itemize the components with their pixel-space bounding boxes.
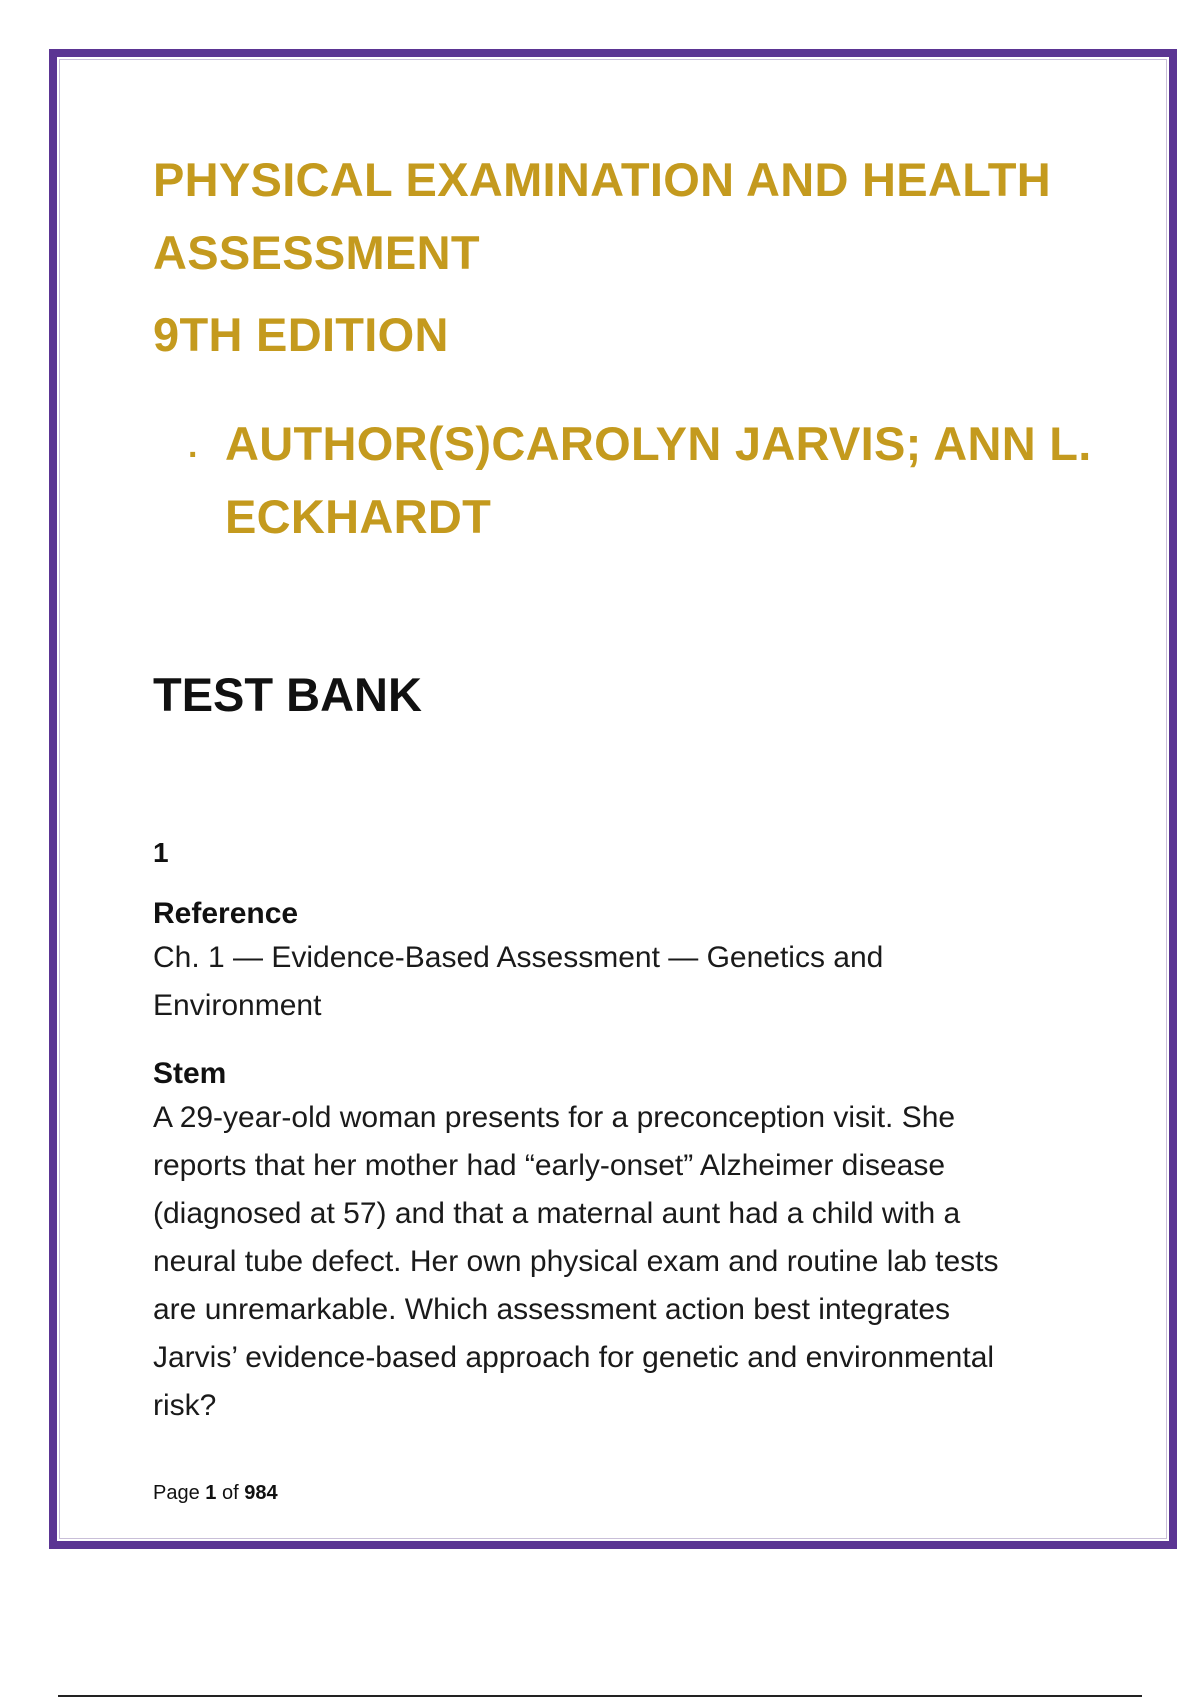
book-authors-line-2: ECKHARDT [225,490,492,543]
bottom-divider-line [58,1695,1142,1697]
author-bullet: . [188,427,198,465]
stem-text-line: Jarvis’ evidence-based approach for genetic and environmental [153,1341,995,1374]
stem-label: Stem [153,1057,227,1090]
stem-text-line: neural tube defect. Her own physical exam and routine lab tests [153,1245,999,1278]
reference-text-line: Environment [153,989,322,1022]
stem-text-line: (diagnosed at 57) and that a maternal aunt had a child with a [153,1197,961,1230]
total-page-count: 984 [244,1482,278,1504]
stem-text-line: reports that her mother had “early-onset” Alzheimer disease [153,1149,946,1182]
page-number-footer [153,1482,278,1505]
book-title-line-1: PHYSICAL EXAMINATION AND HEALTH [153,153,1051,206]
page-word: Page [153,1482,200,1504]
book-authors-line-1: AUTHOR(S)CAROLYN JARVIS; ANN L. [225,417,1092,470]
current-page-number: 1 [205,1482,217,1504]
book-title-line-2: ASSESSMENT [153,226,480,279]
section-heading: TEST BANK [153,668,422,721]
page-frame [49,49,1177,1549]
stem-text-line: are unremarkable. Which assessment action best integrates [153,1293,951,1326]
reference-text-line: Ch. 1 — Evidence-Based Assessment — Genetics and [153,941,884,974]
question-number: 1 [153,837,169,868]
reference-label: Reference [153,897,299,930]
stem-text-line: risk? [153,1389,217,1422]
book-edition: 9TH EDITION [153,308,449,361]
of-word: of [221,1482,239,1504]
stem-text-line: A 29-year-old woman presents for a preconception visit. She [153,1101,956,1134]
